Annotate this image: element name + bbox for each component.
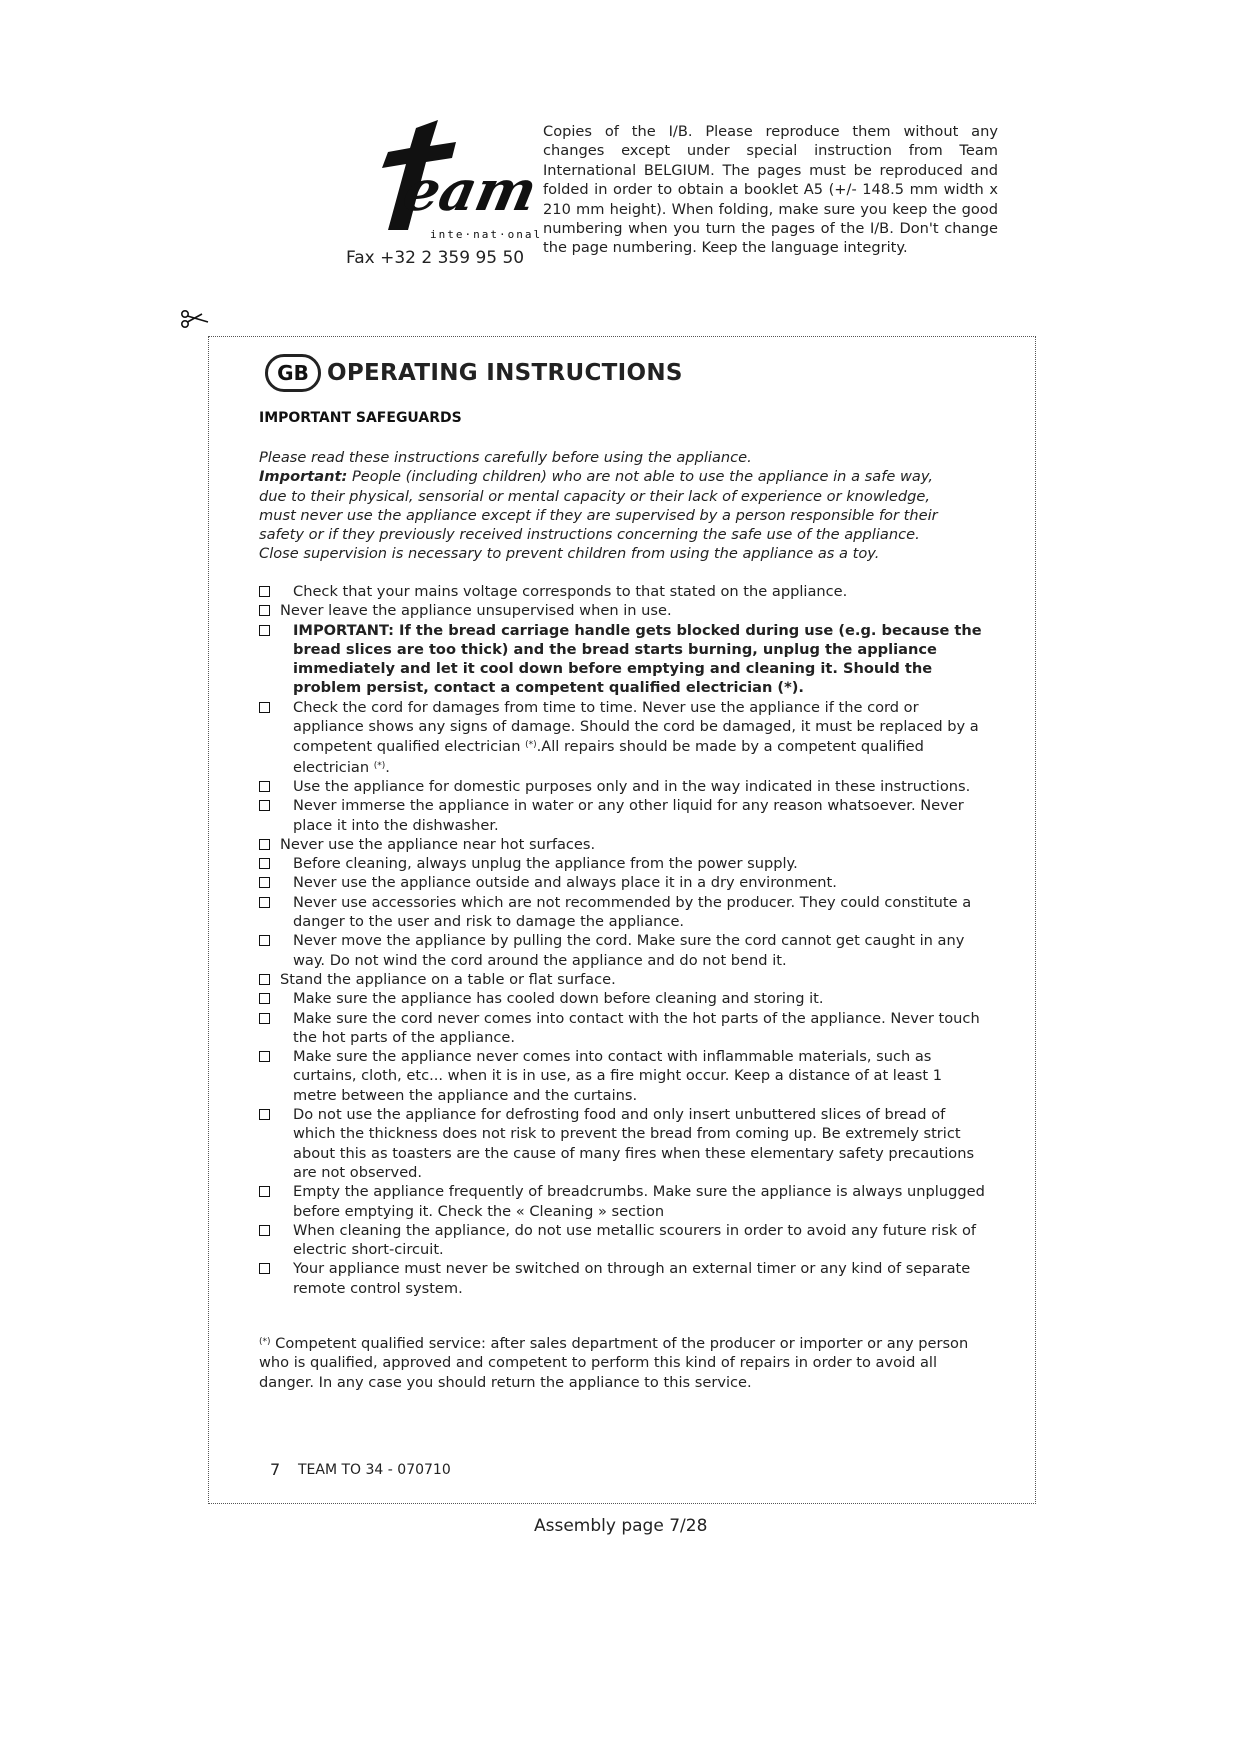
list-item: Do not use the appliance for defrosting food and only insert unbuttered slices of bread of which the thickness does not risk to prevent the bread from coming up. Be extremely strict about this as toasters are the cause of many fires when these elementary safety precautions are not observed. [259,1105,989,1182]
scissors-icon [180,308,210,330]
list-item: Empty the appliance frequently of breadcrumbs. Make sure the appliance is always unplugged before emptying it. Check the « Cleaning » section [259,1182,989,1221]
list-item: Check the cord for damages from time to time. Never use the appliance if the cord or appliance shows any signs of damage. Should the cord be damaged, it must be replaced by a competent qualified electrician (*).All repairs should be made by a competent qualified electrician (*). [259,698,989,777]
list-item: Before cleaning, always unplug the appliance from the power supply. [259,854,989,873]
footnote: (*) Competent qualified service: after sales department of the producer or importer or any person who is qualified, approved and competent to perform this kind of repairs in order to avoid all danger. In any case you should return the appliance to this service. [259,1335,969,1391]
assembly-page-label: Assembly page 7/28 [534,1516,708,1536]
checkbox-bullet-icon [259,1051,270,1062]
important-notice [259,467,964,544]
checkbox-bullet-icon [259,1109,270,1120]
language-badge: GB [265,354,321,392]
list-item: Never use accessories which are not recommended by the producer. They could constitute a danger to the user and risk to damage the appliance. [259,893,989,932]
svg-text:eam: eam [397,158,543,224]
important-text: People (including children) who are not able to use the appliance in a safe way, due to their physical, sensorial or mental capacity or their lack of experience or knowledge, must never use the appliance except if they are supervised by a person responsible for their safety or if they previously received instructions concerning the safe use of the appliance. [259,468,938,544]
checkbox-bullet-icon [259,1013,270,1024]
checkbox-bullet-icon [259,605,270,616]
list-item: Check that your mains voltage corresponds to that stated on the appliance. [259,582,989,601]
intro-paragraph [259,448,964,564]
checkbox-bullet-icon [259,858,270,869]
model-code: TEAM TO 34 - 070710 [298,1462,451,1478]
checkbox-bullet-icon [259,877,270,888]
checkbox-bullet-icon [259,586,270,597]
checkbox-bullet-icon [259,974,270,985]
list-item: Make sure the appliance never comes into contact with inflammable materials, such as curtains, cloth, etc... when it is in use, as a fire might occur. Keep a distance of at least 1 metre between the appliance and the curtains. [259,1047,989,1105]
list-item: Make sure the appliance has cooled down before cleaning and storing it. [259,989,989,1008]
list-item: Stand the appliance on a table or flat surface. [259,970,989,989]
svg-text:inte·nat·onal: inte·nat·onal [430,228,543,241]
list-item: Never leave the appliance unsupervised when in use. [259,601,989,620]
checkbox-bullet-icon [259,702,270,713]
checkbox-bullet-icon [259,1225,270,1236]
list-item: Use the appliance for domestic purposes only and in the way indicated in these instructions. [259,777,989,796]
list-item: Never use the appliance outside and always place it in a dry environment. [259,873,989,892]
section-heading: IMPORTANT SAFEGUARDS [259,410,462,426]
checkbox-bullet-icon [259,935,270,946]
reproduction-note: Copies of the I/B. Please reproduce them without any changes except under special instruction from Team International BELGIUM. The pages must be reproduced and folded in order to obtain a booklet A5 (+/- 148.5 mm width x 210 mm height). When folding, make sure you keep the good numbering when you turn the pages of the I/B. Don't change the page numbering. Keep the language integrity. [543,123,998,257]
checkbox-bullet-icon [259,1263,270,1274]
checkbox-bullet-icon [259,897,270,908]
supervision-line: Close supervision is necessary to prevent children from using the appliance as a toy. [259,545,880,563]
list-item: Never use the appliance near hot surfaces. [259,835,989,854]
list-item: Your appliance must never be switched on through an external timer or any kind of separate remote control system. [259,1259,989,1298]
team-international-logo [368,118,543,248]
checkbox-bullet-icon [259,781,270,792]
list-item: Never immerse the appliance in water or any other liquid for any reason whatsoever. Never place it into the dishwasher. [259,796,989,835]
checkbox-bullet-icon [259,839,270,850]
list-item: When cleaning the appliance, do not use metallic scourers in order to avoid any future risk of electric short-circuit. [259,1221,989,1260]
page-title [265,354,683,392]
fax-number: Fax +32 2 359 95 50 [346,248,525,268]
checkbox-bullet-icon [259,625,270,636]
checkbox-bullet-icon [259,800,270,811]
safeguard-list [259,582,989,1298]
page-number: 7 [270,1460,281,1479]
list-item: Never move the appliance by pulling the cord. Make sure the cord cannot get caught in any way. Do not wind the cord around the appliance and do not bend it. [259,931,989,970]
checkbox-bullet-icon [259,993,270,1004]
important-label: Important: [259,468,348,486]
list-item: Make sure the cord never comes into contact with the hot parts of the appliance. Never touch the hot parts of the appliance. [259,1009,989,1048]
title-text: OPERATING INSTRUCTIONS [327,360,683,386]
intro-line: Please read these instructions carefully before using the appliance. [259,449,752,466]
list-item: IMPORTANT: If the bread carriage handle gets blocked during use (e.g. because the bread slices are too thick) and the bread starts burning, unplug the appliance immediately and let it cool down before emptying and cleaning it. Should the problem persist, contact a competent qualified electrician (*). [259,621,989,698]
checkbox-bullet-icon [259,1186,270,1197]
